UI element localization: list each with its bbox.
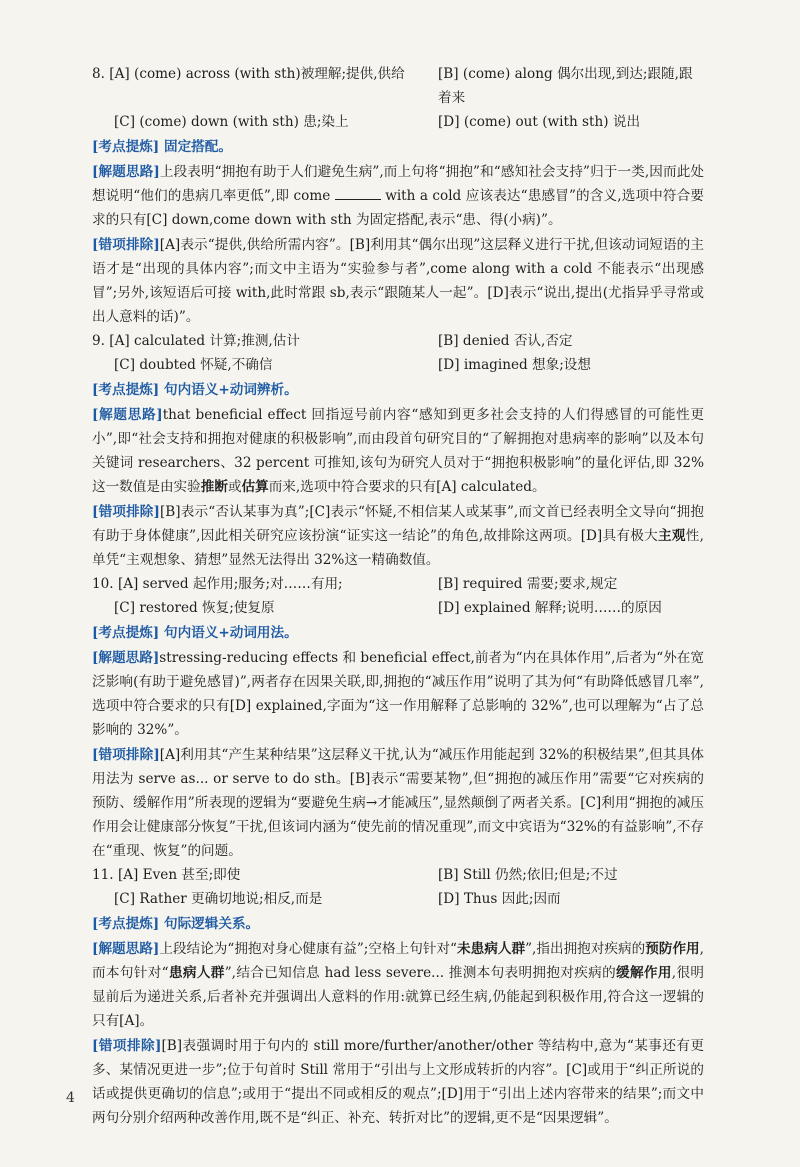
q10-option-b: [B] required 需要;要求,规定 (438, 576, 618, 592)
thinking-label: [解题思路] (92, 164, 160, 180)
q9-thinking (92, 403, 704, 499)
q8-option-c: [C] (come) down (with sth) 患;染上 (114, 114, 349, 130)
q11-thinking-text-4: ”,结合已知信息 had less severe... 推测本句表明拥抱对疾病的 (224, 965, 617, 981)
q8-point-tag: [考点提炼] 固定搭配。 (92, 139, 232, 155)
thinking-label: [解题思路] (92, 650, 160, 666)
q9-wrong-text-1: [B]表示“否认某事为真”;[C]表示“怀疑,不相信某人或某事”,而文首已经表明全文导向“拥抱有助于身体健康”,因此相关研究应该扮演“证实这一结论”的角色,故排除这两项。[D]具有极大 (92, 504, 704, 544)
q8-thinking-text-1: 上段表明“拥抱有助于人们避免生病”,而上句将“拥抱”和“感知社会支持”归于一类,因而此处想说明“他们的患病几率更低”,即 come (92, 164, 704, 204)
q11-option-a: 11. [A] Even 甚至;即使 (92, 867, 241, 883)
q8-thinking-text-2: with a cold 应该表达“患感冒”的含义,选项中符合要求的只有[C] down,come down with sth 为固定搭配,表示“患、得(小病)”。 (92, 188, 704, 228)
q9-thinking-text-3: 而来,选项中符合要求的只有[A] calculated。 (268, 479, 546, 495)
q9-wrong-options (92, 500, 704, 572)
wrong-options-label: [错项排除] (92, 747, 160, 763)
q10-option-c: [C] restored 恢复;使复原 (114, 600, 275, 616)
q8-wrong-text: [A]表示“提供,供给所需内容”。[B]利用其“偶尔出现”这层释义进行干扰,但该动词短语的主语才是“出现的具体内容”;而文中主语为“实验参与者”,come along with a cold 不能表示“出现感冒”;另外,该短语后可接 with,此时常跟 sb,表示“跟随某人一起”。[D]表示“说出,提出(尤指异乎寻常或出人意料的话)”。 (92, 237, 704, 325)
q10-options (92, 572, 704, 620)
q11-option-d: [D] Thus 因此;因而 (438, 891, 561, 907)
q10-option-d: [D] explained 解释;说明……的原因 (438, 600, 662, 616)
wrong-options-label: [错项排除] (92, 1038, 162, 1054)
wrong-options-label: [错项排除] (92, 237, 160, 253)
q11-thinking-text-2: ”,指出拥抱对疾病的 (525, 941, 646, 957)
q11-thinking-text-1: 上段结论为“拥抱对身心健康有益”;空格上句针对“ (159, 941, 457, 957)
q9-thinking-text-1: that beneficial effect 回指逗号前内容“感知到更多社会支持的人们得感冒的可能性更小”,即“社会支持和拥抱对健康的积极影响”,而由段首句研究目的“了解拥抱对患病率的影响”以及本句关键词 researchers、32 percent 可推知,该句为研究人员对于“拥抱积极影响”的量化评估,即 32%这一数值是由实验 (92, 407, 704, 495)
q10-option-a: 10. [A] served 起作用;服务;对……有用; (92, 576, 343, 592)
q10-thinking-text: stressing-reducing effects 和 beneficial effect,前者为“内在具体作用”,后者为“外在宽泛影响(有助于避免感冒)”,两者存在因果关联,即,拥抱的“减压作用”说明了其为何“有助降低感冒几率”,选项中符合要求的只有[D] explained,字面为“这一作用解释了总影响的 32%”,也可以理解为“占了总影响的 32%”。 (92, 650, 705, 738)
q11-bold-1: 未患病人群 (457, 941, 526, 957)
q9-wrong-text-2: 性,单凭“主观想象、猜想”显然无法得出 32%这一精确数值。 (92, 528, 704, 568)
q9-option-b: [B] denied 否认,否定 (438, 333, 573, 349)
q8-thinking (92, 160, 704, 232)
q11-option-b: [B] Still 仍然;依旧;但是;不过 (438, 867, 618, 883)
q9-option-c: [C] doubted 怀疑,不确信 (114, 357, 273, 373)
q11-point-tag: [考点提炼] 句际逻辑关系。 (92, 916, 260, 932)
q9-option-d: [D] imagined 想象;设想 (438, 357, 591, 373)
q11-option-c: [C] Rather 更确切地说;相反,而是 (114, 891, 323, 907)
q8-options (92, 62, 704, 134)
q9-thinking-text-2: 或 (227, 479, 242, 495)
q9-options (92, 329, 704, 377)
blank-line (335, 185, 381, 200)
page-number: 4 (66, 1090, 75, 1106)
q10-thinking (92, 646, 704, 742)
q11-wrong-text: [B]表强调时用于句内的 still more/further/another/other 等结构中,意为“某事还有更多、某情况更进一步”;位于句首时 Still 常用于“引出与上文形成转折的内容”。[C]或用于“纠正所说的话或提供更确切的信息”;或用于“提出不同或相反的观点”;[D]用于“引出上述内容带来的结果”;而文中两句分别介绍两种改善作用,既不是“纠正、补充、转折对比”的逻辑,更不是“因果逻辑”。 (92, 1038, 704, 1126)
q11-bold-3: 患病人群 (168, 965, 225, 981)
q10-wrong-text: [A]利用其“产生某种结果”这层释义干扰,认为“减压作用能起到 32%的积极结果”,但其具体用法为 serve as... or serve to do sth。[B]表示“需要某物”,但“拥抱的减压作用”需要“它对疾病的预防、缓解作用”所表现的逻辑为“要避免生病→才能减压”,显然颠倒了两者关系。[C]利用“拥抱的减压作用会让健康部分恢复”干扰,但该词内涵为“使先前的情况重现”,而文中宾语为“32%的有益影响”,不存在“重现、恢复”的问题。 (92, 747, 704, 859)
thinking-label: [解题思路] (92, 407, 163, 423)
q11-bold-2: 预防作用 (645, 941, 700, 957)
q8-option-a: 8. [A] (come) across (with sth)被理解;提供,供给 (92, 66, 405, 82)
q8-option-b: [B] (come) along 偶尔出现,到达;跟随,跟着来 (438, 66, 693, 106)
q11-thinking-text-3: ,而本句针对“ (92, 941, 704, 981)
q11-thinking (92, 937, 704, 1033)
q10-point-tag: [考点提炼] 句内语义+动词用法。 (92, 625, 298, 641)
q11-wrong-options (92, 1034, 704, 1130)
q9-option-a: 9. [A] calculated 计算;推测,估计 (92, 333, 300, 349)
q9-bold-2: 估算 (241, 479, 269, 495)
q9-point-tag: [考点提炼] 句内语义+动词辨析。 (92, 382, 298, 398)
q8-wrong-options (92, 233, 704, 329)
q11-bold-4: 缓解作用 (616, 965, 672, 981)
q11-thinking-text-5: ,很明显前后为递进关系,后者补充并强调出人意料的作用:就算已经生病,仍能起到积极作用,符合这一逻辑的只有[A]。 (92, 965, 704, 1029)
wrong-options-label: [错项排除] (92, 504, 160, 520)
answer-explanations-page (92, 62, 704, 1130)
thinking-label: [解题思路] (92, 941, 160, 957)
q9-wrong-bold: 主观 (658, 528, 686, 544)
q11-options (92, 863, 704, 911)
q8-option-d: [D] (come) out (with sth) 说出 (438, 114, 641, 130)
q9-bold-1: 推断 (200, 479, 228, 495)
q10-wrong-options (92, 743, 704, 863)
